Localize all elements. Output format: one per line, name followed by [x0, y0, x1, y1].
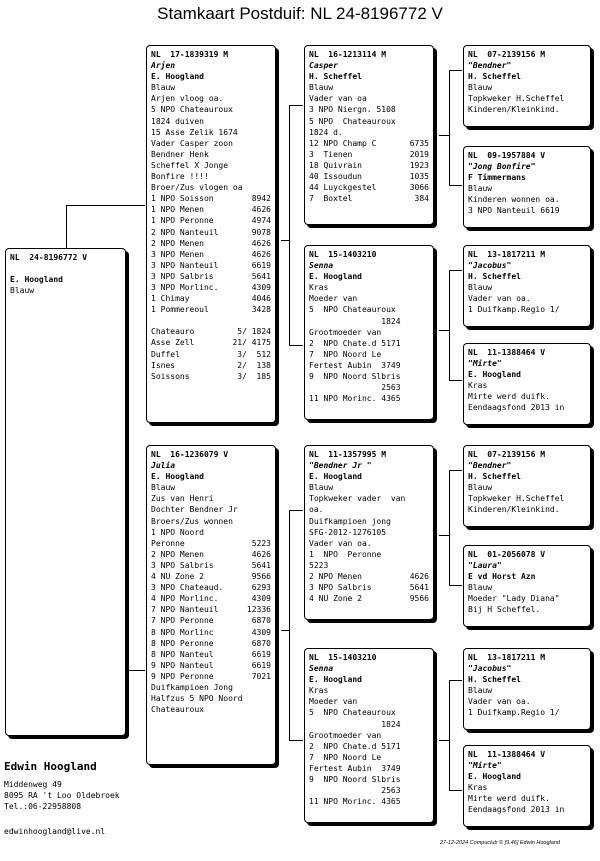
ring-number: NL 24-8196772 V — [10, 253, 88, 262]
info-line: 9 NPO Noord Slbris — [309, 775, 401, 785]
result-row: 3 NPO Salbris 5641 — [151, 271, 271, 281]
ring-number: NL 01-2056078 V — [468, 550, 546, 559]
result-row: 4 NPO Morlinc. 4309 — [151, 594, 271, 604]
color: Blauw — [151, 83, 176, 93]
connector-line — [289, 105, 303, 106]
info-line: Eendaagsfond 2013 in — [468, 805, 565, 815]
pigeon-name: "Jacobus" — [468, 664, 512, 674]
connector-line — [289, 105, 290, 345]
connector-line — [449, 470, 450, 585]
result-row: 2 NPO Menen 4626 — [309, 572, 429, 582]
info-line: Vader van oa. — [468, 697, 531, 707]
color: Kras — [468, 381, 488, 391]
owner-address-line: 8095 RA 't Loo Oldebroek — [4, 791, 120, 800]
connector-line — [449, 270, 462, 271]
result-row: 1 Pommereoul 3428 — [151, 305, 271, 315]
info-line: oa. — [309, 505, 324, 515]
info-line: Topkweker H.Scheffel — [468, 94, 565, 104]
info-line: Zus van Henri — [151, 494, 214, 504]
pigeon-name: "Bendner Jr " — [309, 461, 372, 471]
connector-line — [449, 680, 462, 681]
color: Blauw — [309, 83, 334, 93]
result-row: 18 Quivrain 1923 — [309, 160, 429, 170]
connector-line — [449, 70, 462, 71]
result-row: 7 Boxtel 384 — [309, 194, 429, 204]
ring-number: NL 13-1817211 M — [468, 653, 546, 662]
connector-line — [439, 740, 450, 741]
pigeon-card-ddd — [463, 745, 591, 827]
result-row: 2 NPO Menen 4626 — [151, 549, 271, 559]
pigeon-card-ssd — [463, 146, 591, 228]
pigeon-card-sss — [463, 45, 591, 127]
connector-line — [449, 790, 462, 791]
connector-line — [289, 345, 303, 346]
ring-number: NL 16-1213114 M — [309, 50, 387, 59]
info-line: Kinderen/Kleinkind. — [468, 505, 560, 515]
breeder: E. Hoogland — [309, 472, 362, 482]
breeder: H. Scheffel — [468, 472, 521, 482]
result-row: 40 Issoudun 1035 — [309, 172, 429, 182]
result-row: 7 NPO Nanteuil 12336 — [151, 605, 271, 615]
connector-line — [449, 470, 462, 471]
summary-row: Chateauro 5/ 1824 — [151, 327, 271, 337]
info-line: 1824 — [309, 719, 401, 729]
ring-number: NL 07-2139156 M — [468, 450, 546, 459]
info-line: Vader van oa. — [468, 294, 531, 304]
breeder: H. Scheffel — [468, 72, 521, 82]
info-line: Duifkampioen jong — [309, 516, 391, 526]
info-line: Arjen vloog oa. — [151, 94, 224, 104]
pigeon-name: "Mirte" — [468, 761, 502, 771]
breeder: H. Scheffel — [309, 72, 362, 82]
ring-number: NL 15-1403210 — [309, 250, 377, 259]
info-line: Fertest Aubin 3749 — [309, 360, 401, 370]
info-line: Moeder van — [309, 697, 358, 707]
result-row: 3 NPO Menen 4626 — [151, 249, 271, 259]
summary-row: Duffel 3/ 512 — [151, 349, 271, 359]
result-row: 1 Chimay 4046 — [151, 294, 271, 304]
result-row: 8 NPO Morlinc 4309 — [151, 627, 271, 637]
connector-line — [439, 135, 450, 136]
info-line: 5 NPO Chateauroux — [309, 116, 396, 126]
pigeon-name: Julia — [151, 461, 176, 471]
pigeon-card-dds — [463, 648, 591, 730]
owner-phone: Tel.:06-22958808 — [4, 802, 82, 811]
breeder: E. Hoogland — [309, 272, 362, 282]
ring-number: NL 13-1817211 M — [468, 250, 546, 259]
color: Blauw — [309, 483, 334, 493]
connector-line — [439, 535, 450, 536]
result-row: 4 NU Zone 2 9566 — [309, 594, 429, 604]
result-row: 3 NPO Salbris 5641 — [151, 560, 271, 570]
owner-email: edwinhoogland@live.nl — [4, 827, 106, 836]
connector-line — [289, 510, 290, 740]
info-line: Bij H Scheffel. — [468, 605, 541, 615]
ring-number: NL 07-2139156 M — [468, 50, 546, 59]
result-row: 3 NPO Salbris 5641 — [309, 583, 429, 593]
connector-line — [449, 380, 462, 381]
result-row: 3 Tienen 2019 — [309, 149, 429, 159]
info-line: Bendner Henk — [151, 149, 209, 159]
color: Blauw — [10, 286, 35, 296]
color: Kras — [309, 283, 329, 293]
info-line: 1 NPO Peronne — [309, 549, 382, 559]
result-row: 3 NPO Nanteuil 6619 — [151, 260, 271, 270]
result-row: 9 NPO Peronne 7021 — [151, 671, 271, 681]
result-row: 12 NPO Champ C 6735 — [309, 138, 429, 148]
breeder: H. Scheffel — [468, 272, 521, 282]
color: Blauw — [468, 686, 493, 696]
breeder: F Timmermans — [468, 173, 526, 183]
info-line: 5 NPO Chateauroux — [151, 105, 233, 115]
info-line: Grootmoeder van — [309, 327, 382, 337]
info-line: 2 NPO Chate.d 5171 — [309, 741, 401, 751]
ring-number: NL 16-1236079 V — [151, 450, 229, 459]
pigeon-name: Senna — [309, 664, 334, 674]
info-line: Mirte werd duifk. — [468, 794, 550, 804]
pigeon-card-dss — [463, 445, 591, 527]
ring-number: NL 11-1357995 M — [309, 450, 387, 459]
connector-line — [449, 680, 450, 790]
connector-line — [289, 510, 303, 511]
info-line: 1 Duifkamp.Regio 1/ — [468, 305, 560, 315]
info-line: Vader van oa — [309, 94, 367, 104]
breeder: E. Hoogland — [151, 72, 204, 82]
color: Kras — [468, 783, 488, 793]
info-line: Chateauroux — [151, 705, 204, 715]
info-line: 1824 d. — [309, 127, 343, 137]
info-line: Bonfire !!!! — [151, 172, 209, 182]
result-row: 8 NPO Nanteul 6619 — [151, 649, 271, 659]
result-row: 3 NPO Morlinc. 4309 — [151, 282, 271, 292]
info-line: 7 NPO Noord Le — [309, 752, 382, 762]
color: Blauw — [468, 483, 493, 493]
pigeon-name: "Jacobus" — [468, 261, 512, 271]
info-line: Duifkampioen Jong — [151, 682, 233, 692]
result-row: 1 NPO Menen 4626 — [151, 205, 271, 215]
info-line: Broers/Zus wonnen — [151, 516, 233, 526]
connector-line — [289, 740, 303, 741]
owner-name: Edwin Hoogland — [4, 760, 97, 773]
info-line: 11 NPO Morinc. 4365 — [309, 394, 401, 404]
color: Blauw — [151, 483, 176, 493]
info-line: 3 NPO Nanteuil 6619 — [468, 206, 560, 216]
summary-row: Asse Zell 21/ 4175 — [151, 338, 271, 348]
info-line: 5 NPO Chateauroux — [309, 708, 396, 718]
pigeon-name: "Jong Bonfire" — [468, 162, 536, 172]
info-line: 2 NPO Chate.d 5171 — [309, 338, 401, 348]
breeder: E. Hoogland — [309, 675, 362, 685]
info-line: 2563 — [309, 786, 401, 796]
result-row: 44 Luyckgestel 3066 — [309, 183, 429, 193]
connector-line — [281, 630, 290, 631]
info-line: 1 Duifkamp.Regio 1/ — [468, 708, 560, 718]
result-row: Peronne 5223 — [151, 538, 271, 548]
info-line: 15 Asse Zelik 1674 — [151, 127, 238, 137]
footer-info: 27-12-2024 Compuclub © [9.46] Edwin Hoogland — [440, 840, 560, 846]
connector-line — [449, 270, 450, 380]
info-line: 1 NPO Noord — [151, 527, 204, 537]
ring-number: NL 11-1388464 V — [468, 750, 546, 759]
result-row: 2 NPO Menen 4626 — [151, 238, 271, 248]
info-line: Kinderen/Kleinkind. — [468, 105, 560, 115]
pigeon-card-sire-dam — [304, 245, 434, 420]
pigeon-card-dam-dam — [304, 648, 434, 823]
info-line: 5 NPO Chateauroux — [309, 305, 396, 315]
info-line: 2563 — [309, 383, 401, 393]
result-row: 7 NPO Peronne 6870 — [151, 616, 271, 626]
info-line: Dochter Bendner Jr — [151, 505, 238, 515]
connector-line — [439, 330, 450, 331]
pigeon-card-sdd — [463, 343, 591, 425]
summary-row: Soissons 3/ 185 — [151, 371, 271, 381]
pigeon-card-subject — [5, 248, 126, 736]
info-line: 1824 — [309, 316, 401, 326]
breeder: E. Hoogland — [468, 370, 521, 380]
owner-address-line: Middenweg 49 — [4, 780, 62, 789]
pigeon-name: Casper — [309, 61, 338, 71]
info-line: Halfzus 5 NPO Noord — [151, 694, 243, 704]
result-row: 4 NU Zone 2 9566 — [151, 572, 271, 582]
pigeon-name: "Mirte" — [468, 359, 502, 369]
info-line: SFG-2012-1276105 — [309, 527, 387, 537]
info-line: Mirte werd duifk. — [468, 392, 550, 402]
info-line: Kinderen wonnen oa. — [468, 195, 560, 205]
info-line: Grootmoeder van — [309, 730, 382, 740]
info-line: Broer/Zus vlogen oa — [151, 183, 243, 193]
color: Blauw — [468, 184, 493, 194]
pigeon-card-sire-sire — [304, 45, 434, 225]
info-line: 5223 — [309, 560, 329, 570]
info-line: 9 NPO Noord Slbris — [309, 372, 401, 382]
pigeon-card-dam — [146, 445, 276, 765]
pigeon-name: "Bendner" — [468, 61, 512, 71]
ring-number: NL 11-1388464 V — [468, 348, 546, 357]
connector-line — [66, 205, 145, 206]
info-line: Moeder "Lady Diana" — [468, 594, 560, 604]
info-line: Moeder van — [309, 294, 358, 304]
result-row: 8 NPO Peronne 6870 — [151, 638, 271, 648]
result-row: 3 NPO Chateaud. 6293 — [151, 583, 271, 593]
info-line: 1824 duiven — [151, 116, 204, 126]
summary-row: Isnes 2/ 138 — [151, 360, 271, 370]
color: Blauw — [468, 83, 493, 93]
connector-line — [449, 185, 462, 186]
result-row: 9 NPO Nanteul 6619 — [151, 660, 271, 670]
info-line: Topkweker vader van — [309, 494, 406, 504]
ring-number: NL 09-1957884 V — [468, 151, 546, 160]
pigeon-name: Senna — [309, 261, 334, 271]
breeder: E. Hoogland — [151, 472, 204, 482]
color: Kras — [309, 686, 329, 696]
pigeon-card-sds — [463, 245, 591, 327]
pigeon-name: Arjen — [151, 61, 176, 71]
color: Blauw — [468, 283, 493, 293]
info-line: Scheffel X Jonge — [151, 160, 229, 170]
info-line: 7 NPO Noord Le — [309, 349, 382, 359]
result-row: 2 NPO Nanteuil 9078 — [151, 227, 271, 237]
breeder: H. Scheffel — [468, 675, 521, 685]
info-line: Vader van oa. — [309, 538, 372, 548]
info-line: 3 NPO Niergn. 5108 — [309, 105, 396, 115]
info-line: Vader Casper zoon — [151, 138, 233, 148]
pigeon-name: "Bendner" — [468, 461, 512, 471]
breeder: E. Hoogland — [468, 772, 521, 782]
pigeon-card-dsd — [463, 545, 591, 627]
info-line: Fertest Aubin 3749 — [309, 763, 401, 773]
connector-line — [449, 70, 450, 185]
breeder: E. Hoogland — [10, 275, 63, 285]
info-line: Eendaagsfond 2013 in — [468, 403, 565, 413]
ring-number: NL 15-1403210 — [309, 653, 377, 662]
connector-line — [281, 240, 290, 241]
breeder: E vd Horst Azn — [468, 572, 536, 582]
color: Blauw — [468, 583, 493, 593]
pigeon-card-dam-sire — [304, 445, 434, 620]
pigeon-name: "Laura" — [468, 561, 502, 571]
ring-number: NL 17-1839319 M — [151, 50, 229, 59]
result-row: 1 NPO Soisson 8942 — [151, 194, 271, 204]
pigeon-card-sire — [146, 45, 276, 423]
connector-line — [449, 585, 462, 586]
info-line: 11 NPO Morinc. 4365 — [309, 797, 401, 807]
result-row: 1 NPO Peronne 4974 — [151, 216, 271, 226]
page-title: Stamkaart Postduif: NL 24-8196772 V — [157, 4, 443, 23]
info-line: Topkweker H.Scheffel — [468, 494, 565, 504]
